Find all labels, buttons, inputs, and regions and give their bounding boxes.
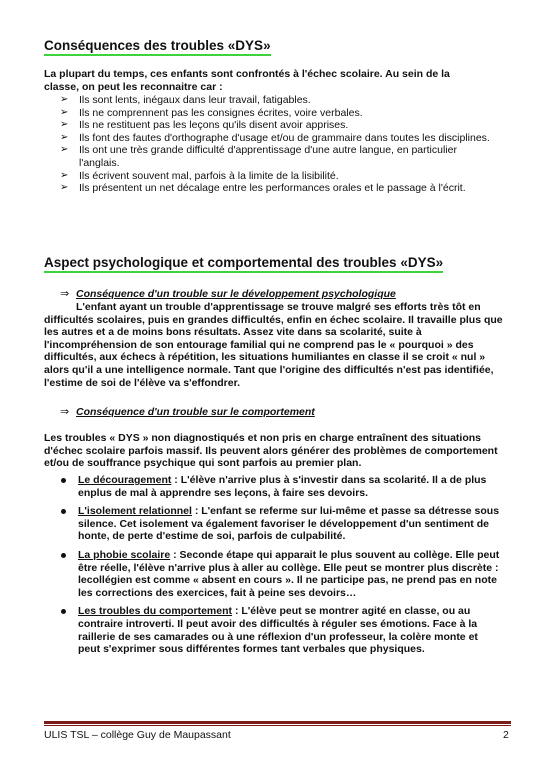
arrow-bullet-icon: ➢ bbox=[60, 182, 69, 194]
list-item: ➢ Ils sont lents, inégaux dans leur travail, fatigables. bbox=[60, 94, 311, 106]
arrow-bullet-icon: ➢ bbox=[60, 131, 69, 143]
arrow-bullet-icon: ➢ bbox=[60, 144, 69, 156]
arrow-bullet-icon: ➢ bbox=[60, 169, 69, 181]
bullet-dot-icon bbox=[61, 509, 66, 514]
section2-title: Aspect psychologique et comportemental des troubles «DYS» bbox=[44, 255, 443, 273]
section1-title: Conséquences des troubles «DYS» bbox=[44, 38, 271, 56]
list-item: ➢ Ils font des fautes d'orthographe d'usage et/ou de grammaire dans toutes les disciplines. bbox=[60, 131, 490, 144]
list-item: La phobie scolaire : Seconde étape qui apparait le plus souvent au collège. Elle peut être réelle, l'élève n'arrive plus à aller au collège. Elle peut se montrer plus discrète : lecollégien est comme « absent en cours ». Il ne participe pas, ne prend pas en note les corrections des exercices, fait à peine ses devoirs… bbox=[58, 549, 500, 599]
bullet-dot-icon bbox=[61, 553, 66, 558]
arrow-bullet-icon: ➢ bbox=[60, 94, 69, 105]
list-item: ➢ Ils ne restituent pas les leçons qu'ils disent avoir apprises. bbox=[60, 119, 349, 132]
list-item: ➢ Ils ne comprennent pas les consignes écrites, voire verbales. bbox=[60, 106, 363, 119]
arrow-bullet-icon: ➢ bbox=[60, 106, 69, 118]
footer-divider bbox=[44, 721, 511, 724]
list-item: Le découragement : L'élève n'arrive plus à s'investir dans sa scolarité. Il a de plus enplus de mal à apprendre ses leçons, à faire ses devoirs. bbox=[58, 474, 500, 499]
section1-list bbox=[60, 94, 500, 195]
double-arrow-icon: ⇒ bbox=[60, 288, 70, 300]
footer-text: ULIS TSL – collège Guy de Maupassant bbox=[44, 729, 231, 741]
subsection2-text: Les troubles « DYS » non diagnostiqués et non pris en charge entraînent des situations d'échec scolaire parfois massif. Ils peuvent alors générer des problèmes de comportement et/ou de souffrance psychique qui sont parfois au premier plan. bbox=[44, 432, 498, 470]
page-number: 2 bbox=[503, 729, 509, 741]
footer-divider-thin bbox=[44, 725, 511, 726]
arrow-bullet-icon: ➢ bbox=[60, 119, 69, 131]
list-item: Les troubles du comportement : L'élève peut se montrer agité en classe, ou au contraire introverti. Il peut avoir des difficultés à réguler ses émotions. Face à la raillerie de ses camarades ou à une réflexion d'un professeur, la colère monte et peut s'exprimer sous différentes formes tant verbales que physiques. bbox=[58, 605, 500, 655]
subsection1-heading: ⇒ Conséquence d'un trouble sur le développement psychologique bbox=[60, 288, 396, 300]
subsection1-text: L'enfant ayant un trouble d'apprentissage se trouve malgré ses efforts très tôt en difficultés scolaires, puis en grandes difficultés, enfin en échec scolaire. Il travaille plus que les autres et a de moins bons résultats. Assez vite dans sa scolarité, suite à l'incompréhension de son entourage familial qui ne comprend pas le « pourquoi » des difficultés, aux échecs à répétition, les situations humiliantes en classe il se croit « nul » alors qu'il a une intelligence normale. Tant que l'origine des difficultés n'est pas identifiée, l'estime de soi de l'élève va s'effondrer. bbox=[44, 301, 503, 389]
bullet-dot-icon bbox=[61, 609, 66, 614]
section1-intro: La plupart du temps, ces enfants sont confrontés à l'échec scolaire. Au sein de la classe, on peut les reconnaitre car : bbox=[44, 68, 450, 93]
list-item: ➢ Ils présentent un net décalage entre les performances orales et le passage à l'écrit. bbox=[60, 182, 466, 195]
list-item: L'isolement relationnel : L'enfant se referme sur lui-même et passe sa détresse sous silence. Cet isolement va également favoriser le développement d'un sentiment de honte, de perte d'estime de soi, parfois de culpabilité. bbox=[58, 505, 500, 543]
list-item: ➢ Ils écrivent souvent mal, parfois à la limite de la lisibilité. bbox=[60, 169, 339, 182]
bullet-dot-icon bbox=[61, 478, 66, 483]
subsection2-heading: ⇒ Conséquence d'un trouble sur le comportement bbox=[60, 406, 315, 418]
behavior-list bbox=[58, 474, 500, 662]
double-arrow-icon: ⇒ bbox=[60, 406, 70, 418]
list-item: ➢ Ils ont une très grande difficulté d'apprentissage d'une autre langue, en particulier l'anglais. bbox=[60, 144, 457, 169]
